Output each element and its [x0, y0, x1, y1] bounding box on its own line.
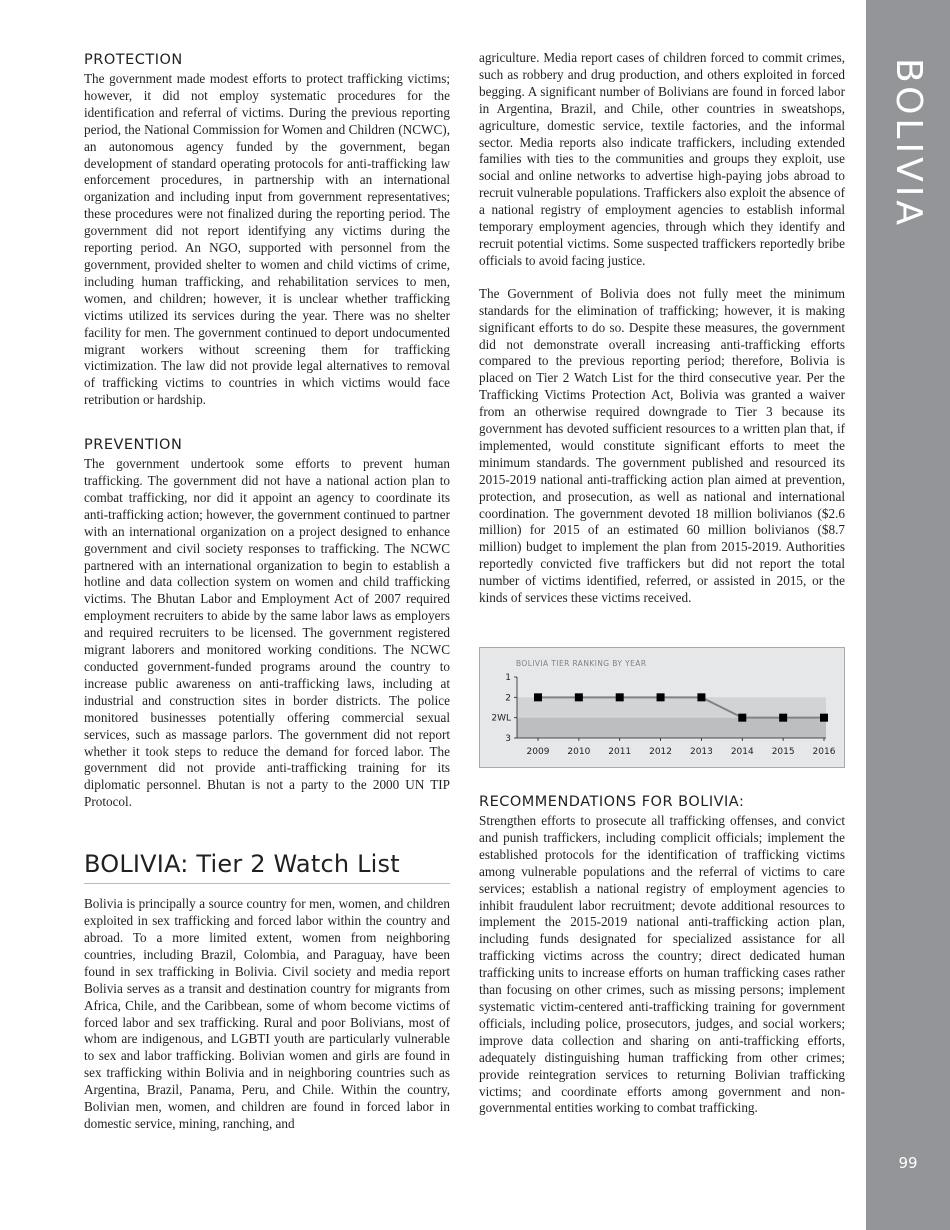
chart-y-tick-label: 2	[505, 693, 511, 704]
country-title: BOLIVIA: Tier 2 Watch List	[84, 849, 450, 884]
chart-data-point	[575, 693, 583, 701]
chart-band-1	[517, 677, 826, 697]
chart-data-point	[779, 714, 787, 722]
chart-data-point	[697, 693, 705, 701]
chart-y-tick-label: 2WL	[491, 713, 511, 724]
assessment-paragraph: The Government of Bolivia does not fully meet the minimum standards for the elimination of trafficking; however, it is making significant efforts to do so. Despite these measures, the government did not demonstrate overall increasing anti-trafficking efforts compared to the previous reporting period; therefore, Bolivia is placed on Tier 2 Watch List for the third consecutive year. Per the Trafficking Victims Protection Act, Bolivia was granted a waiver from an otherwise required downgrade to Tier 3 because its government has devoted sufficient resources to a written plan that, if implemented, would constitute significant efforts to meet the minimum standards. The government published and resourced its 2015-2019 national anti-trafficking action plan aimed at prevention, protection, and prosecution, as well as national and international coordination. The government devoted 18 million bolivianos ($2.6 million) for 2015 of an estimated 60 million bolivianos ($8.7 million) budget to implement the plan from 2015-2019. Authorities reportedly convicted five traffickers but did not report the total number of victims identified, referred, or assisted in 2015, or the kinds of services these victims received.	[479, 285, 845, 606]
chart-data-point	[657, 693, 665, 701]
chart-data-point	[738, 714, 746, 722]
recommendations-heading: RECOMMENDATIONS FOR BOLIVIA:	[479, 794, 745, 810]
country-sidebar	[866, 0, 950, 1230]
chart-title: BOLIVIA TIER RANKING BY YEAR	[516, 659, 647, 668]
chart-x-tick-label: 2013	[689, 747, 713, 757]
prevention-heading: PREVENTION	[84, 437, 183, 454]
tier-ranking-chart	[479, 647, 845, 768]
protection-paragraph: The government made modest efforts to protect trafficking victims; however, it did not employ systematic procedures for the identification and referral of victims. During the previous reporting period, the National Commission for Women and Children (NCWC), an autonomous agency funded by the government, began development of standard operating protocols for anti-trafficking law enforcement procedures, in partnership with an international organization and including input from government representatives; these procedures were not finalized during the reporting period. The government did not report identifying any victims during the reporting period. An NGO, supported with personnel from the government, provided shelter to women and child victims of crime, including human trafficking, and rehabilitation services to men, women, and children; however, it is unclear whether trafficking victims utilized its services during the year. There was no shelter facility for men. The government continued to deport undocumented migrant workers without screening them for trafficking victimization. The law did not provide legal alternatives to removal of trafficking victims to countries in which victims would face retribution or hardship.	[84, 71, 450, 408]
chart-x-tick-label: 2015	[771, 747, 795, 757]
country-intro-paragraph: Bolivia is principally a source country for men, women, and children exploited in sex trafficking and forced labor within the country and abroad. To a more limited extent, women from neighboring countries, including Brazil, Colombia, and Paraguay, have been found in sex trafficking in Bolivia. Civil society and media report Bolivia serves as a transit and destination country for migrants from Africa, Chile, and the Caribbean, some of whom become victims of forced labor and sex trafficking. Rural and poor Bolivians, most of whom are indigenous, and LGBTI youth are particularly vulnerable to sex and labor trafficking. Bolivian women and girls are found in sex trafficking within Bolivia and in neighboring countries such as Argentina, Brazil, Panama, Peru, and Chile. Within the country, Bolivian men, women, and children are found in forced labor in domestic service, mining, ranching, and	[84, 896, 450, 1131]
page-number: 99	[898, 1154, 918, 1172]
sidebar-country-label: BOLIVIA	[888, 58, 929, 229]
recommendations-paragraph: Strengthen efforts to prosecute all trafficking offenses, and convict and punish traffickers, including complicit officials; implement the established protocols for the identification of trafficking victims among vulnerable populations and the referral of victims to care services; establish a national registry of employment agencies to inhibit fraudulent labor recruitment; devote additional resources to implement the 2015-2019 national anti-trafficking action plan, including funds designated for specialized assistance for all trafficking victims across the country; direct dedicated human trafficking units to increase efforts on human trafficking cases rather than focusing on other crimes, such as missing persons; implement systematic victim-centered anti-trafficking training for government officials, including police, prosecutors, judges, and social workers; improve data collection and sharing on anti-trafficking efforts, adequately distinguishing human trafficking from other crimes; provide reintegration services to returning Bolivian trafficking victims; and coordinate efforts among government and non-governmental entities working to combat trafficking.	[479, 813, 845, 1116]
chart-x-tick-label: 2010	[567, 747, 591, 757]
right-column	[479, 50, 845, 1117]
chart-x-tick-label: 2014	[730, 747, 754, 757]
chart-data-point	[616, 693, 624, 701]
chart-y-tick-label: 3	[505, 734, 511, 744]
left-column	[84, 50, 450, 1133]
chart-svg	[480, 648, 844, 767]
protection-heading: PROTECTION	[84, 52, 183, 68]
chart-x-tick-label: 2016	[812, 747, 836, 757]
continued-paragraph: agriculture. Media report cases of children forced to commit crimes, such as robbery and drug production, and others exploited in forced begging. A significant number of Bolivians are found in forced labor in Argentina, Brazil, and Chile, other countries in sweatshops, agriculture, domestic service, textile factories, and the informal sector. Media reports also indicate traffickers, including extended families with ties to the communities and groups they exploit, use social and online networks to advertise high-paying jobs abroad to recruit vulnerable populations. Traffickers also exploit the absence of a national registry of employment agencies to establish informal temporary employment agencies, through which they identify and recruit potential victims. Some suspected traffickers reportedly bribe officials to avoid facing justice.	[479, 50, 845, 268]
chart-data-point	[820, 714, 828, 722]
chart-y-tick-label: 1	[505, 673, 511, 683]
prevention-paragraph: The government undertook some efforts to prevent human trafficking. The government did not have a national action plan to combat trafficking, nor did it appoint an agency to coordinate its anti-trafficking action; however, the government continued to partner with an international organization on a project designed to enhance government and civil society responses to trafficking. The NCWC partnered with an international organization to begin to establish a hotline and data collection system on women and child trafficking victims. The Bhutan Labor and Employment Act of 2007 required employment recruiters to abide by the same labor laws as employers and required recruiters to be licensed. The government registered migrant laborers and monitored working conditions. The NCWC conducted government-funded programs around the country to increase public awareness on anti-trafficking laws, including at industrial and construction sites in border districts. The police monitored businesses potentially offering commercial sexual services, such as massage parlors. The government did not report whether it took steps to reduce the demand for forced labor. The government did not provide anti-trafficking training for its diplomatic personnel. Bhutan is not a party to the 2000 UN TIP Protocol.	[84, 456, 450, 810]
chart-x-tick-label: 2012	[649, 747, 673, 757]
chart-x-tick-label: 2009	[526, 747, 550, 757]
chart-data-point	[534, 693, 542, 701]
chart-x-tick-label: 2011	[608, 747, 632, 757]
